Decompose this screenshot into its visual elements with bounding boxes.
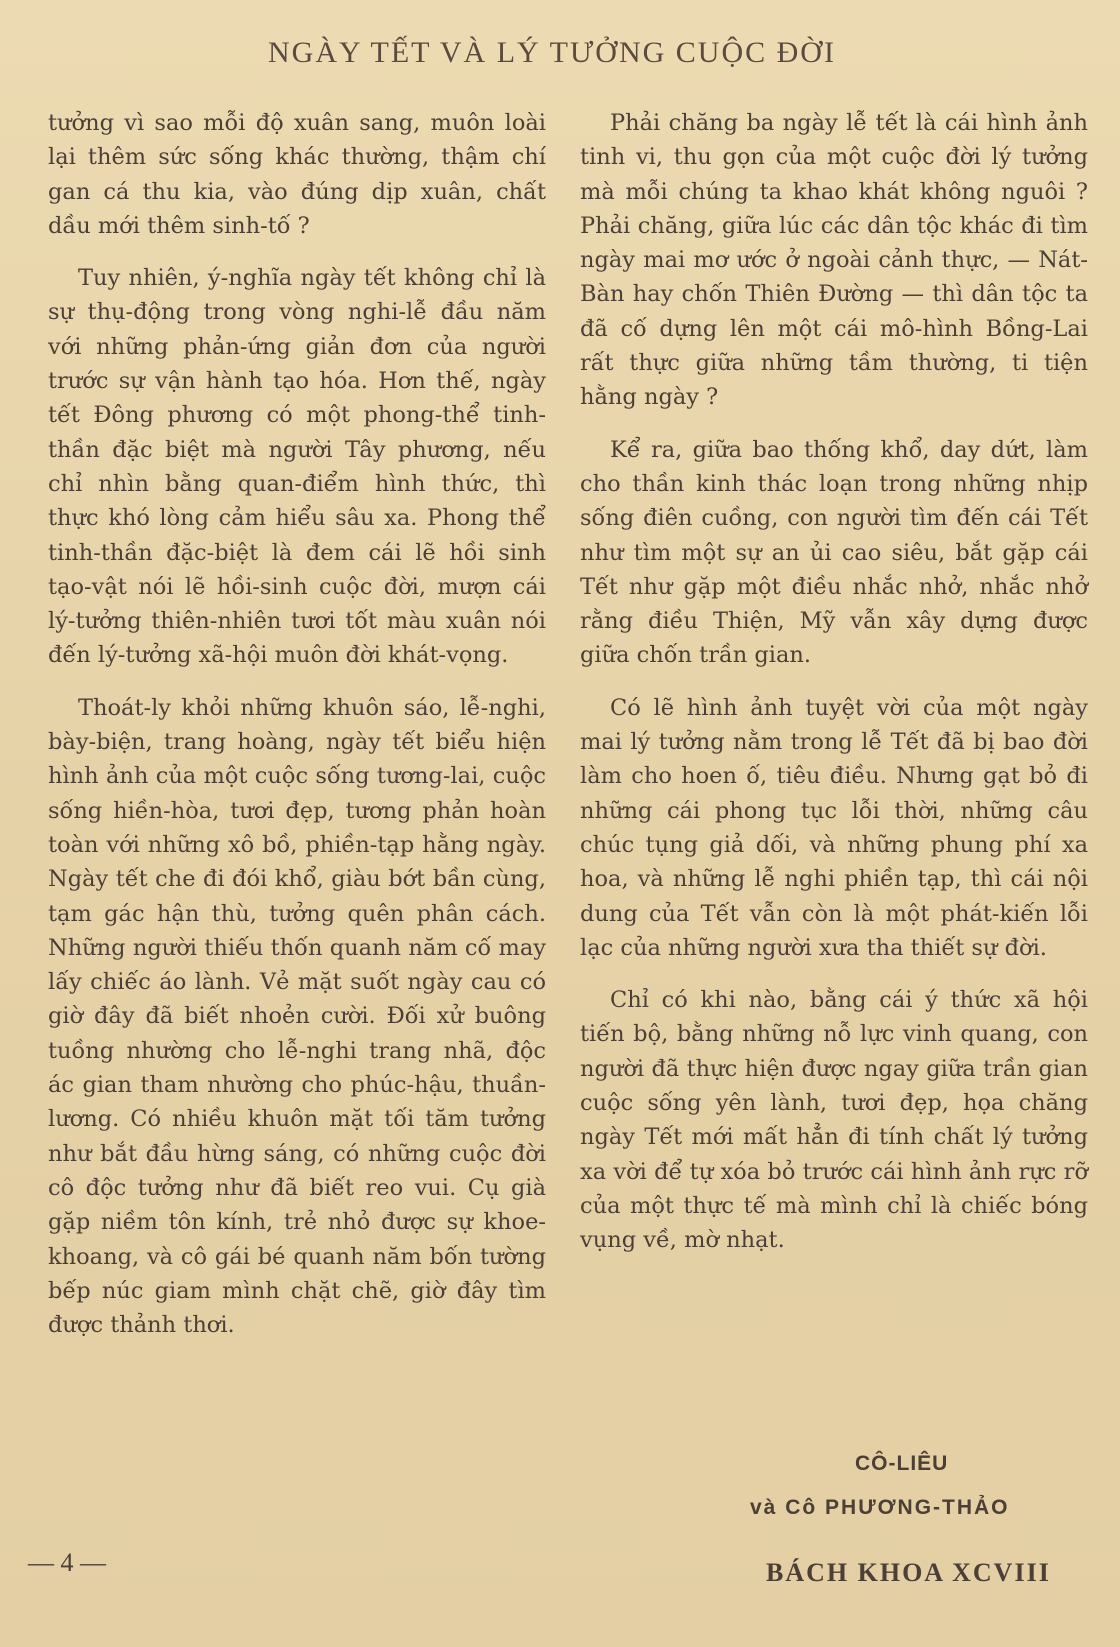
- paragraph: Kể ra, giữa bao thống khổ, day dứt, làm cho thần kinh thác loạn trong những nhịp sống điên cuồng, con người tìm đến cái Tết như tìm một sự an ủi cao siêu, bắt gặp cái Tết như gặp một điều nhắc nhở, nhắc nhở rằng điều Thiện, Mỹ vẫn xây dựng được giữa chốn trần gian.: [580, 436, 1088, 669]
- paragraph: Chỉ có khi nào, bằng cái ý thức xã hội tiến bộ, bằng những nỗ lực vinh quang, con người đã thực hiện được ngay giữa trần gian cuộc sống yên lành, tươi đẹp, họa chăng ngày Tết mới mất hẳn đi tính chất lý tưởng xa vời để tự xóa bỏ trước cái hình ảnh rực rỡ của một thực tế mà mình chỉ là chiếc bóng vụng về, mờ nhạt.: [580, 987, 1088, 1254]
- paragraph: Thoát-ly khỏi những khuôn sáo, lễ-nghi, bày-biện, trang hoàng, ngày tết biểu hiện hình ảnh của một cuộc sống tương-lai, cuộc sống hiền-hòa, tươi đẹp, tương phản hoàn toàn với những xô bồ, phiền-tạp hằng ngày. Ngày tết che đi đói khổ, giàu bớt bần cùng, tạm gác hận thù, tưởng quên phân cách. Những người thiếu thốn quanh năm cố may lấy chiếc áo lành. Vẻ mặt suốt ngày cau có giờ đây đã biết nhoẻn cười. Đối xử buông tuồng nhường cho lễ-nghi trang nhã, độc ác gian tham nhường cho phúc-hậu, thuần-lương. Có nhiều khuôn mặt tối tăm tưởng như bắt đầu hừng sáng, có những cuộc đời cô độc tưởng như đã biết reo vui. Cụ già gặp niềm tôn kính, trẻ nhỏ được sự khoe-khoang, và cô gái bé quanh năm bốn tường bếp núc giam mình chặt chẽ, giờ đây tìm được thảnh thơi.: [48, 694, 546, 1339]
- paragraph: Tuy nhiên, ý-nghĩa ngày tết không chỉ là sự thụ-động trong vòng nghi-lễ đầu năm với những phản-ứng giản đơn của người trước sự vận hành tạo hóa. Hơn thế, ngày tết Đông phương có một phong-thể tinh-thần đặc biệt mà người Tây phương, nếu chỉ nhìn bằng quan-điểm hình thức, thì thực khó lòng cảm hiểu sâu xa. Phong thể tinh-thần đặc-biệt là đem cái lẽ hồi sinh tạo-vật nói lẽ hồi-sinh cuộc đời, mượn cái lý-tưởng thiên-nhiên tươi tốt màu xuân nói đến lý-tưởng xã-hội muôn đời khát-vọng.: [48, 265, 546, 669]
- page-number: — 4 —: [28, 1548, 106, 1577]
- author-name-2: và Cô PHƯƠNG-THẢO: [750, 1496, 1010, 1519]
- running-head-title: NGÀY TẾT VÀ LÝ TƯỞNG CUỘC ĐỜI: [268, 36, 836, 69]
- author-name-1: CÔ-LIÊU: [855, 1452, 949, 1475]
- right-column: [580, 106, 1088, 1276]
- paragraph: Có lẽ hình ảnh tuyệt vời của một ngày mai lý tưởng nằm trong lễ Tết đã bị bao đời làm cho hoen ố, tiêu điều. Nhưng gạt bỏ đi những cái phong tục lỗi thời, những câu chúc tụng giả dối, và những phung phí xa hoa, và những lễ nghi phiền tạp, thì cái nội dung của Tết vẫn còn là một phát-kiến lỗi lạc của những người xưa tha thiết sự đời.: [580, 694, 1088, 961]
- paragraph: tưởng vì sao mỗi độ xuân sang, muôn loài lại thêm sức sống khác thường, thậm chí gan cá thu kia, vào đúng dịp xuân, chất dầu mới thêm sinh-tố ?: [48, 110, 546, 239]
- paragraph: Phải chăng ba ngày lễ tết là cái hình ảnh tinh vi, thu gọn của một cuộc đời lý tưởng mà mỗi chúng ta khao khát không nguôi ? Phải chăng, giữa lúc các dân tộc khác đi tìm ngày mai mơ ước ở ngoài cảnh thực, — Nát-Bàn hay chốn Thiên Đường — thì dân tộc ta đã cố dựng lên một cái mô-hình Bồng-Lai rất thực giữa những tầm thường, ti tiện hằng ngày ?: [580, 110, 1088, 411]
- left-column: [48, 106, 546, 1360]
- journal-issue: BÁCH KHOA XCVIII: [766, 1558, 1051, 1587]
